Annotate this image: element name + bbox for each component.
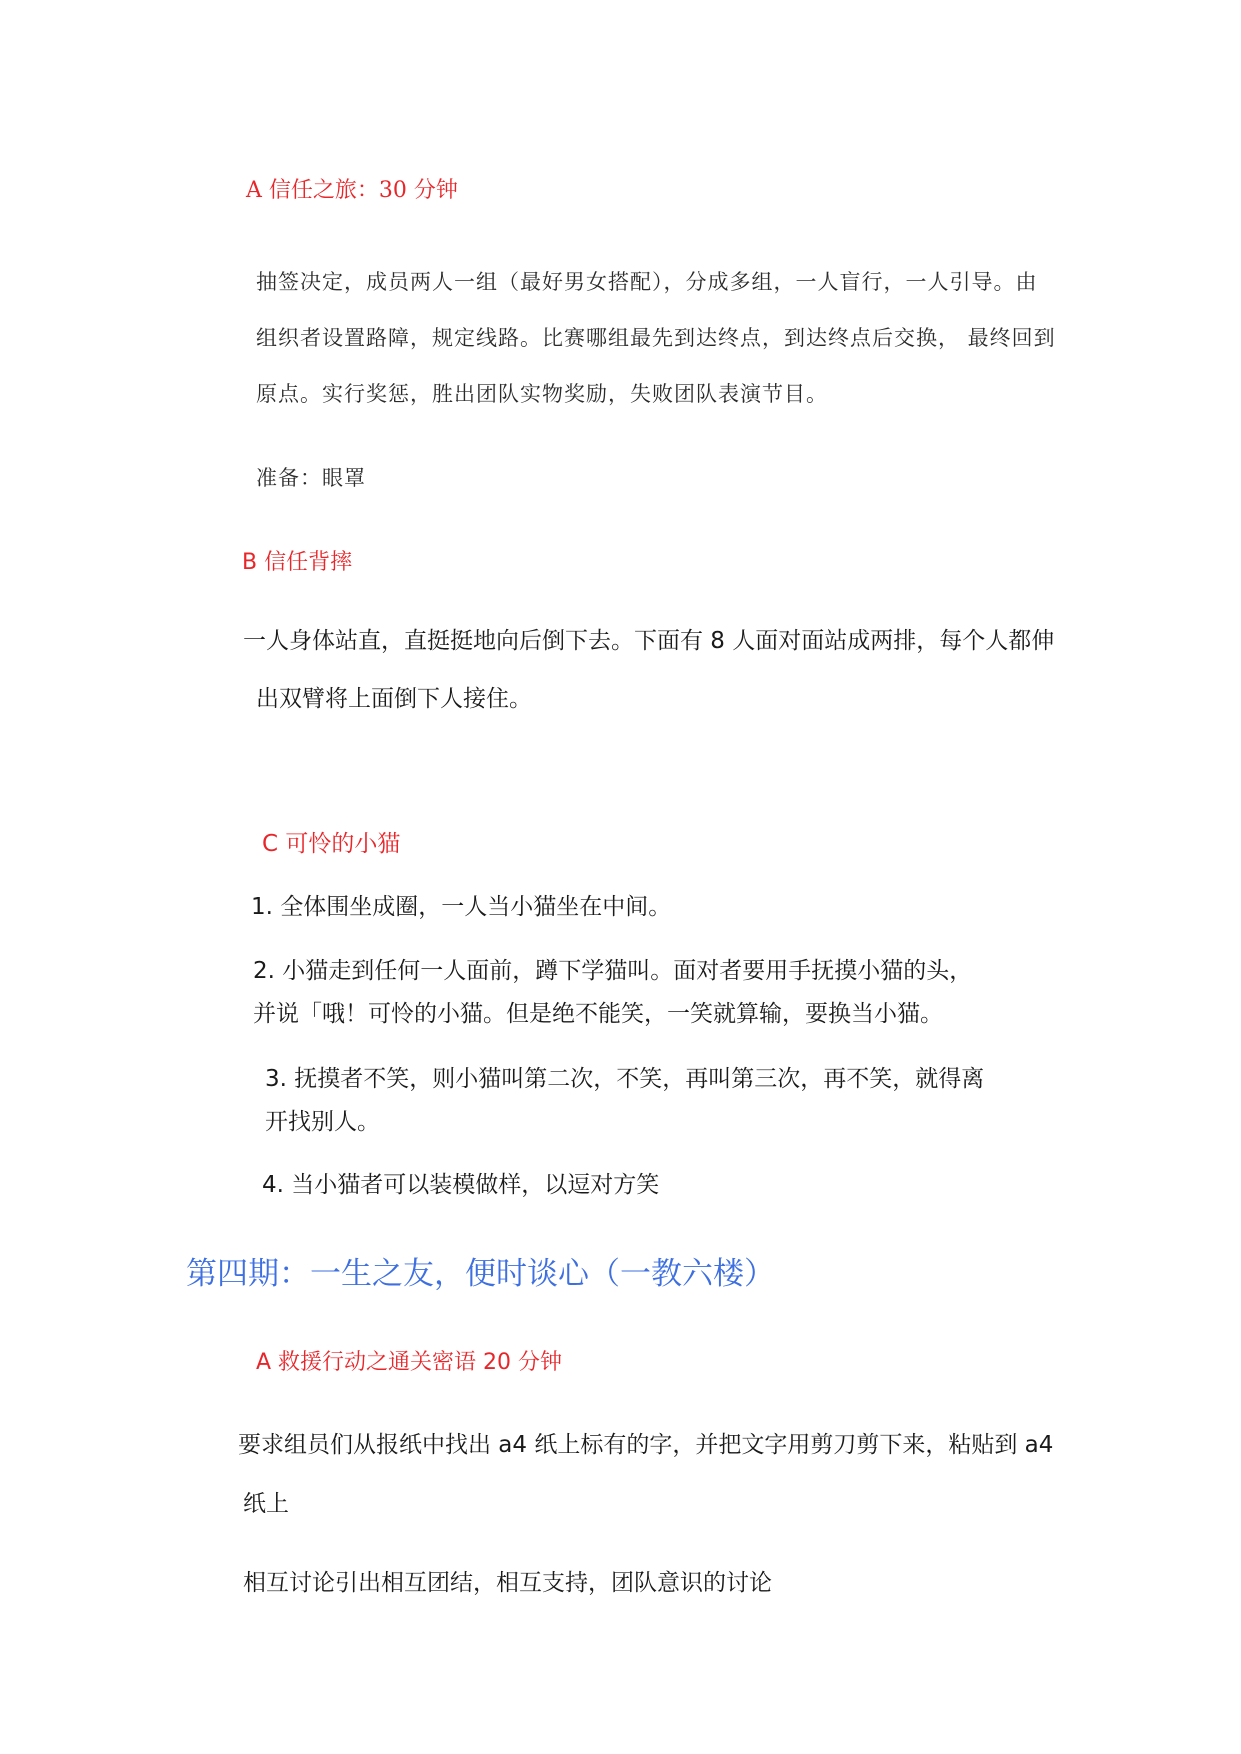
paragraph-line: 一人身体站直，直挺挺地向后倒下去。下面有 8 人面对面站成两排，每个人都伸	[243, 628, 1055, 654]
heading-trust-fall: B 信任背摔	[242, 550, 353, 575]
list-item-continued: 并说「哦！可怜的小猫。但是绝不能笑，一笑就算输，要换当小猫。	[253, 1001, 943, 1027]
list-item: 4. 当小猫者可以装模做样，以逗对方笑	[262, 1172, 660, 1198]
paragraph-line: 原点。实行奖惩，胜出团队实物奖励，失败团队表演节目。	[256, 382, 828, 406]
heading-trust-journey: A 信任之旅：30 分钟	[246, 178, 458, 203]
list-item: 2. 小猫走到任何一人面前，蹲下学猫叫。面对者要用手抚摸小猫的头，	[253, 958, 973, 984]
paragraph-line: 要求组员们从报纸中找出 a4 纸上标有的字，并把文字用剪刀剪下来，粘贴到 a4	[238, 1432, 1054, 1458]
heading-rescue-password: A 救援行动之通关密语 20 分钟	[256, 1350, 563, 1375]
paragraph-line: 组织者设置路障，规定线路。比赛哪组最先到达终点，到达终点后交换， 最终回到	[256, 326, 1056, 350]
discussion-note: 相互讨论引出相互团结，相互支持，团队意识的讨论	[243, 1570, 772, 1596]
phase-four-title: 第四期：一生之友，便时谈心（一教六楼）	[186, 1256, 775, 1292]
paragraph-line: 抽签决定，成员两人一组（最好男女搭配），分成多组，一人盲行，一人引导。由	[256, 270, 1038, 294]
list-item: 1. 全体围坐成圈，一人当小猫坐在中间。	[251, 894, 672, 920]
list-item-continued: 开找别人。	[265, 1109, 380, 1135]
paragraph-line: 纸上	[243, 1491, 289, 1517]
preparation-note: 准备：眼罩	[256, 466, 366, 490]
list-item: 3. 抚摸者不笑，则小猫叫第二次，不笑，再叫第三次，再不笑，就得离	[265, 1066, 985, 1092]
heading-poor-kitten: C 可怜的小猫	[262, 831, 401, 857]
paragraph-line: 出双臂将上面倒下人接住。	[256, 686, 532, 712]
